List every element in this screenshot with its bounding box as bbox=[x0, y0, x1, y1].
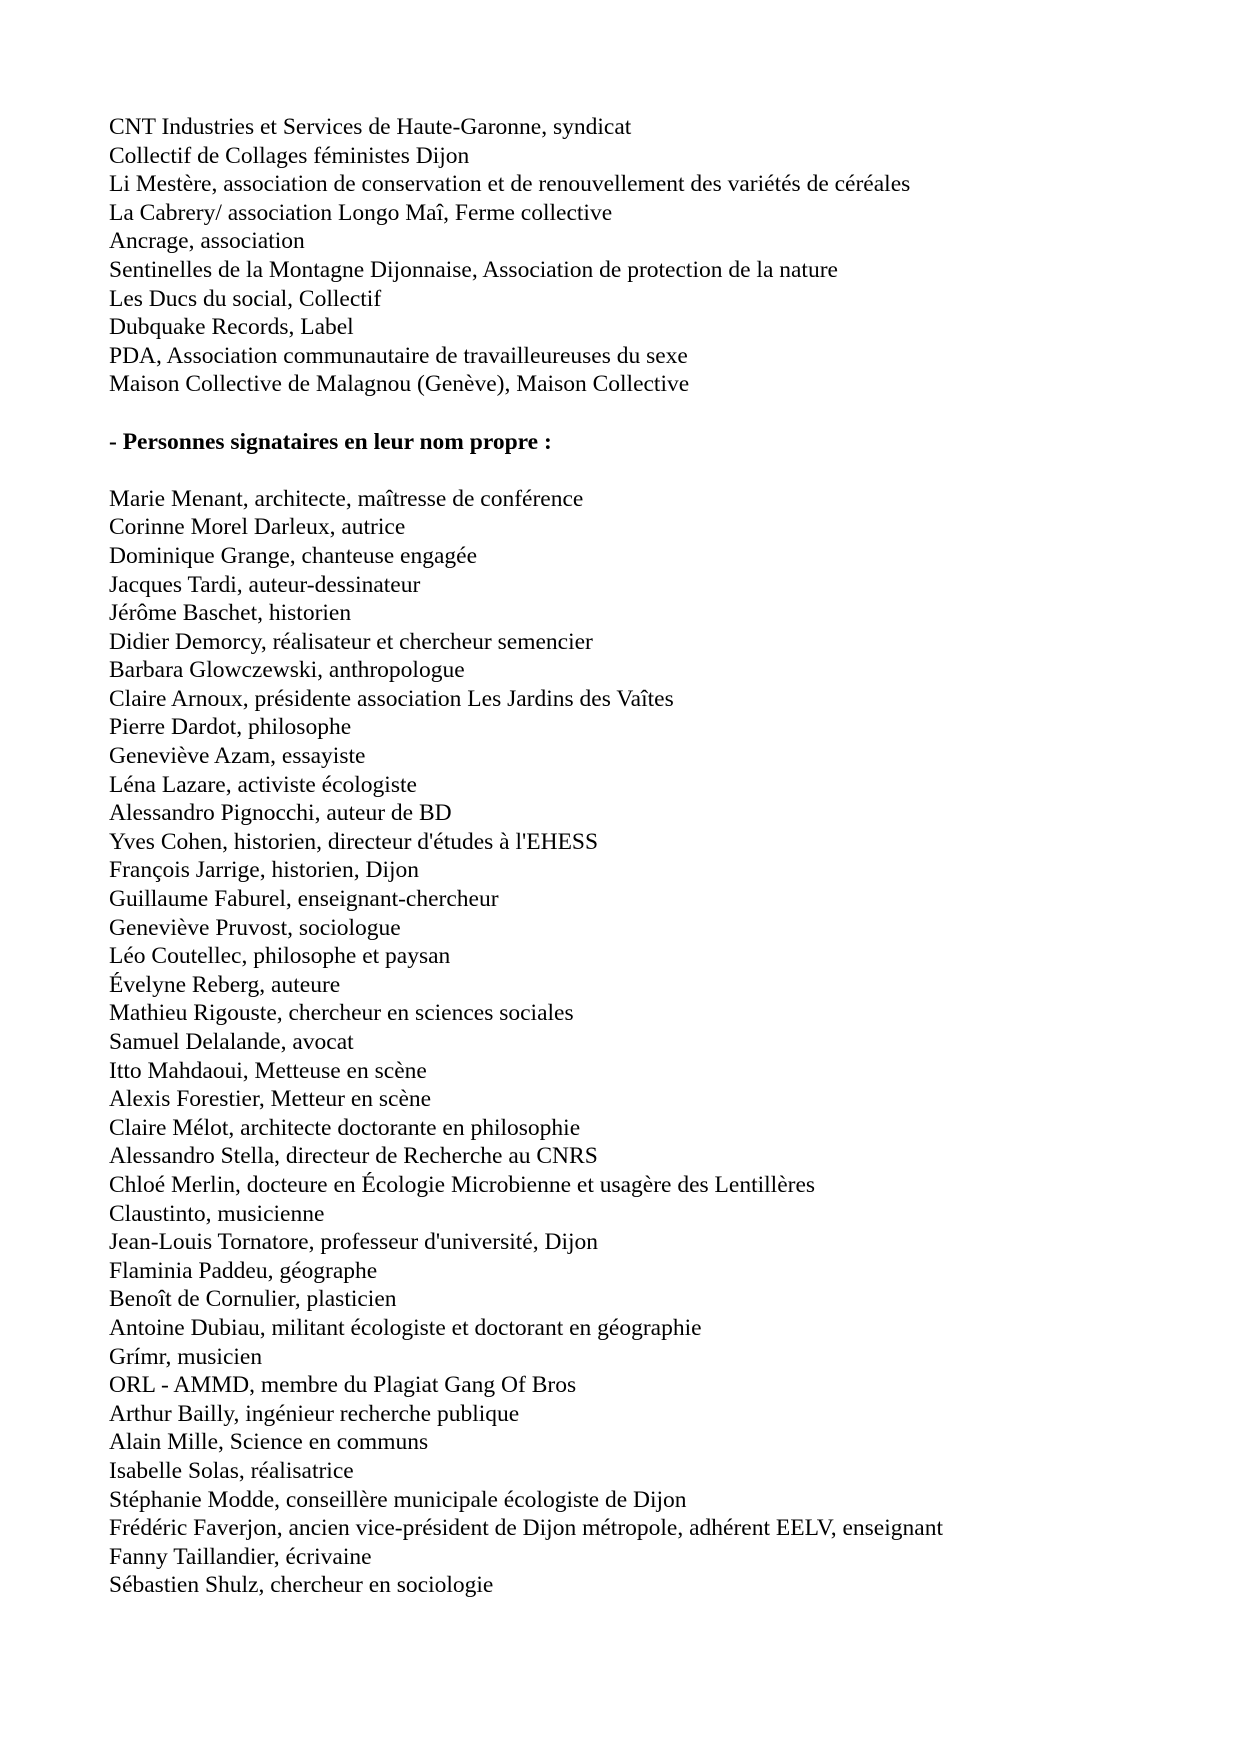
signatory-item: François Jarrige, historien, Dijon bbox=[109, 857, 420, 884]
signatory-item: Mathieu Rigouste, chercheur en sciences sociales bbox=[109, 1000, 574, 1027]
organization-item: PDA, Association communautaire de travailleureuses du sexe bbox=[109, 342, 688, 369]
signatory-item: Fanny Taillandier, écrivaine bbox=[109, 1543, 372, 1570]
organization-item: CNT Industries et Services de Haute-Garonne, syndicat bbox=[109, 114, 632, 140]
signatory-item: Itto Mahdaoui, Metteuse en scène bbox=[109, 1057, 427, 1084]
signatory-item: Jean-Louis Tornatore, professeur d'université, Dijon bbox=[109, 1229, 599, 1256]
organization-item: Ancrage, association bbox=[109, 228, 305, 255]
signatory-item: Évelyne Reberg, auteure bbox=[109, 971, 341, 998]
organization-item: Li Mestère, association de conservation et de renouvellement des variétés de céréales bbox=[109, 171, 911, 198]
signatory-item: Yves Cohen, historien, directeur d'études à l'EHESS bbox=[109, 828, 599, 855]
signatory-item: Grímr, musicien bbox=[109, 1343, 263, 1370]
signatories-heading: - Personnes signataires en leur nom propre : bbox=[109, 428, 552, 455]
signatory-item: Stéphanie Modde, conseillère municipale écologiste de Dijon bbox=[109, 1486, 687, 1513]
signatory-item: Alexis Forestier, Metteur en scène bbox=[109, 1086, 432, 1113]
signatory-item: Claire Mélot, architecte doctorante en philosophie bbox=[109, 1114, 581, 1141]
organization-item: Les Ducs du social, Collectif bbox=[109, 285, 382, 312]
signatory-item: Samuel Delalande, avocat bbox=[109, 1029, 354, 1055]
organization-item: Collectif de Collages féministes Dijon bbox=[109, 142, 470, 169]
signatory-item: Dominique Grange, chanteuse engagée bbox=[109, 542, 478, 569]
signatory-item: Geneviève Azam, essayiste bbox=[109, 743, 366, 770]
signatory-item: Claustinto, musicienne bbox=[109, 1200, 325, 1227]
signatories-list bbox=[109, 485, 1141, 1600]
signatory-item: Alain Mille, Science en communs bbox=[109, 1429, 429, 1456]
organization-item: Maison Collective de Malagnou (Genève), Maison Collective bbox=[109, 371, 690, 398]
signatory-item: Léna Lazare, activiste écologiste bbox=[109, 771, 417, 798]
signatory-item: Marie Menant, architecte, maîtresse de conférence bbox=[109, 485, 584, 512]
signatory-item: Claire Arnoux, présidente association Les Jardins des Vaîtes bbox=[109, 685, 674, 712]
signatory-item: Barbara Glowczewski, anthropologue bbox=[109, 657, 465, 684]
organization-item: Sentinelles de la Montagne Dijonnaise, Association de protection de la nature bbox=[109, 256, 838, 283]
signatory-item: Isabelle Solas, réalisatrice bbox=[109, 1457, 354, 1484]
signatory-item: Antoine Dubiau, militant écologiste et doctorant en géographie bbox=[109, 1314, 702, 1341]
signatory-item: Sébastien Shulz, chercheur en sociologie bbox=[109, 1572, 494, 1599]
organizations-list bbox=[109, 113, 1141, 399]
organization-item: La Cabrery/ association Longo Maî, Ferme collective bbox=[109, 199, 613, 226]
signatory-item: Benoît de Cornulier, plasticien bbox=[109, 1286, 397, 1313]
signatory-item: Alessandro Stella, directeur de Recherche au CNRS bbox=[109, 1143, 598, 1170]
signatory-item: Léo Coutellec, philosophe et paysan bbox=[109, 943, 451, 970]
signatory-item: Didier Demorcy, réalisateur et chercheur semencier bbox=[109, 628, 593, 655]
signatory-item: Arthur Bailly, ingénieur recherche publique bbox=[109, 1400, 520, 1427]
signatory-item: Geneviève Pruvost, sociologue bbox=[109, 914, 401, 941]
signatory-item: Chloé Merlin, docteure en Écologie Microbienne et usagère des Lentillères bbox=[109, 1171, 816, 1198]
signatory-item: ORL - AMMD, membre du Plagiat Gang Of Bros bbox=[109, 1372, 577, 1399]
signatory-item: Corinne Morel Darleux, autrice bbox=[109, 514, 406, 541]
signatory-item: Jérôme Baschet, historien bbox=[109, 600, 352, 627]
signatory-item: Flaminia Paddeu, géographe bbox=[109, 1257, 378, 1284]
organization-item: Dubquake Records, Label bbox=[109, 314, 354, 341]
signatory-item: Guillaume Faburel, enseignant-chercheur bbox=[109, 886, 499, 913]
signatory-item: Frédéric Faverjon, ancien vice-président de Dijon métropole, adhérent EELV, enseignant bbox=[109, 1515, 943, 1542]
signatory-item: Jacques Tardi, auteur-dessinateur bbox=[109, 571, 421, 598]
signatory-item: Pierre Dardot, philosophe bbox=[109, 714, 352, 741]
signatory-item: Alessandro Pignocchi, auteur de BD bbox=[109, 800, 452, 827]
